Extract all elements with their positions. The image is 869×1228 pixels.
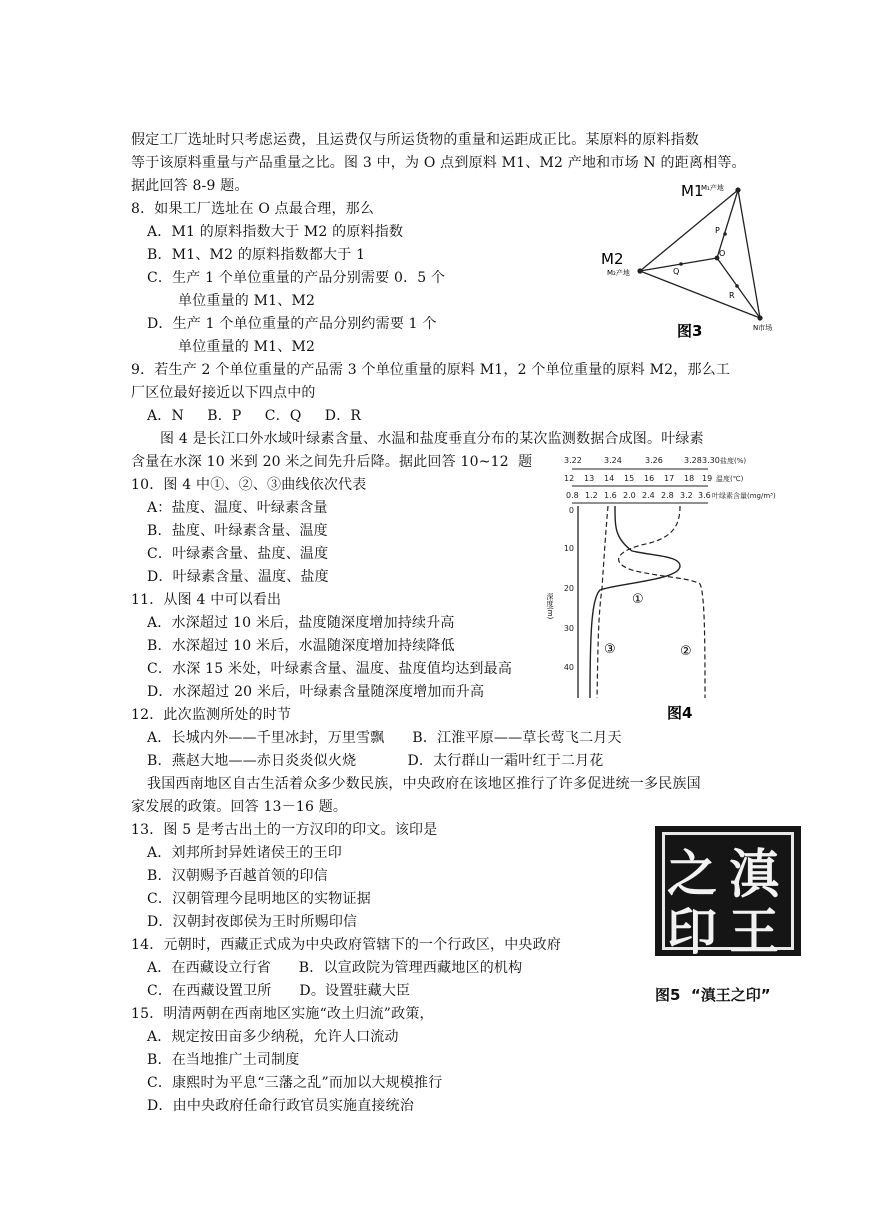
fig3-m2-sub: M₂产地 [607, 269, 630, 277]
curve-1-label: ① [632, 592, 644, 607]
fig3-m2-label: M2 [601, 250, 624, 268]
figure-3-diagram [595, 178, 795, 343]
q14-options-ab: A．在西藏设立行省 B．以宣政院为管理西藏地区的机构 [147, 960, 523, 976]
q8-option-c-cont: 单位重量的 M1、M2 [178, 293, 316, 309]
m1-point [735, 187, 740, 192]
depth-tick-20: 20 [563, 584, 574, 593]
fig3-n-label: N市场 [753, 324, 773, 332]
q13-stem: 13．图 5 是考古出土的一方汉印的印文。该印是 [131, 822, 438, 838]
fig4-caption: 图4 [667, 704, 693, 722]
intro-8-9-line1: 假定工厂选址时只考虑运费，且运费仅与所运货物的重量和运距成正比。某原料的原料指数 [131, 132, 699, 148]
intro-10-12-line1: 图 4 是长江口外水域叶绿素含量、水温和盐度垂直分布的某次监测数据合成图。叶绿素 [160, 431, 704, 447]
m2-point [637, 268, 642, 273]
q15-stem: 15．明清两朝在西南地区实施“改土归流”政策， [131, 1006, 434, 1022]
q8-option-d: D．生产 1 个单位重量的产品分别约需要 1 个 [147, 316, 437, 332]
seal-glyph-wang: 王 [729, 903, 779, 961]
q11-option-c: C．水深 15 米处，叶绿素含量、温度、盐度值均达到最高 [147, 661, 513, 677]
seal-glyph-dian: 滇 [729, 843, 779, 905]
q11-option-a: A．水深超过 10 米后，盐度随深度增加持续升高 [147, 615, 455, 631]
salinity-tick-3: 3.26 [645, 456, 663, 465]
curve-2-label: ② [680, 644, 692, 659]
q13-option-b: B．汉朝赐予百越首领的印信 [147, 868, 328, 884]
temp-label: 温度(℃) [716, 475, 744, 483]
q15-option-b: B．在当地推广土司制度 [147, 1052, 300, 1068]
salinity-label: 盐度(%) [720, 457, 747, 465]
depth-tick-10: 10 [563, 544, 574, 553]
fig5-caption: 图5 “滇王之印” [655, 986, 771, 1004]
q11-option-d: D．水深超过 20 米后，叶绿素含量随深度增加而升高 [147, 684, 485, 700]
curve-3-line [597, 506, 608, 698]
q8-option-c: C．生产 1 个单位重量的产品分别需要 0．5 个 [147, 270, 446, 286]
seal-glyph-yin: 印 [667, 903, 717, 961]
q12-options-cd: B．燕赵大地——赤日炎炎似火烧 D．太行群山一霜叶红于二月花 [147, 753, 604, 769]
q8-stem: 8．如果工厂选址在 O 点最合理，那么 [131, 201, 375, 217]
chl-tick-5: 2.4 [642, 491, 655, 500]
chl-tick-4: 2.0 [623, 491, 636, 500]
han-seal-image [655, 826, 801, 961]
chl-tick-2: 1.2 [585, 491, 598, 500]
q10-option-d: D．叶绿素含量、温度、盐度 [147, 569, 329, 585]
chl-tick-8: 3.6 [698, 491, 711, 500]
figure-4-chart [540, 448, 776, 728]
q10-stem: 10．图 4 中①、②、③曲线依次代表 [131, 477, 367, 493]
salinity-tick-1: 3.22 [564, 456, 582, 465]
temp-tick-15: 15 [624, 474, 635, 483]
fig3-r-label: R [729, 291, 735, 300]
p-point [723, 232, 727, 236]
salinity-tick-5: 3.30 [702, 456, 720, 465]
temp-tick-19: 19 [702, 474, 713, 483]
chl-tick-7: 3.2 [680, 491, 693, 500]
depth-tick-40: 40 [563, 663, 574, 672]
depth-tick-30: 30 [563, 624, 574, 633]
q-point [679, 262, 683, 266]
intro-8-9-line3: 据此回答 8-9 题。 [131, 178, 249, 194]
fig3-caption: 图3 [677, 322, 703, 340]
q9-stem: 9．若生产 2 个单位重量的产品需 3 个单位重量的原料 M1，2 个单位重量的原料 M2，那么工 [131, 362, 731, 378]
temp-tick-16: 16 [644, 474, 655, 483]
q13-option-d: D．汉朝封夜郎侯为王时所赐印信 [147, 914, 358, 930]
q13-option-a: A．刘邦所封异姓诸侯王的王印 [147, 845, 342, 861]
n-point [757, 315, 762, 320]
q15-option-d: D．由中央政府任命行政官员实施直接统治 [147, 1098, 415, 1114]
q9-options: A．N B．P C．Q D．R [147, 408, 362, 424]
q10-option-b: B．盐度、叶绿素含量、温度 [147, 523, 328, 539]
temp-tick-17: 17 [664, 474, 675, 483]
intro-13-16-line2: 家发展的政策。回答 13－16 题。 [131, 799, 348, 815]
q13-option-c: C．汉朝管理今昆明地区的实物证据 [147, 891, 371, 907]
fig3-m1-label: M1 [681, 182, 704, 200]
fig3-q-label: Q [673, 267, 680, 276]
seal-glyph-zhi: 之 [667, 845, 717, 903]
q12-stem: 12．此次监测所处的时节 [131, 707, 292, 723]
chl-tick-6: 2.8 [661, 491, 674, 500]
curve-3-label: ③ [604, 642, 616, 657]
q8-option-d-cont: 单位重量的 M1、M2 [178, 339, 316, 355]
depth-label: 深度(m) [546, 593, 554, 620]
chl-label: 叶绿素含量(mg/m³) [712, 492, 776, 500]
fig3-p-label: P [715, 226, 720, 235]
q10-option-c: C．叶绿素含量、盐度、温度 [147, 546, 329, 562]
q11-option-b: B．水深超过 10 米后，水温随深度增加持续降低 [147, 638, 455, 654]
q15-option-c: C．康熙时为平息“三藩之乱”而加以大规模推行 [147, 1075, 443, 1091]
fig3-m1-sub: M₁产地 [701, 184, 724, 192]
depth-tick-0: 0 [568, 506, 574, 515]
q8-option-a: A．M1 的原料指数大于 M2 的原料指数 [147, 224, 404, 240]
q12-options-ab: A．长城内外——千里冰封，万里雪飘 B．江淮平原——草长莺飞二月天 [147, 730, 622, 746]
q11-stem: 11．从图 4 中可以看出 [131, 592, 282, 608]
temp-tick-14: 14 [604, 474, 615, 483]
q10-option-a: A：盐度、温度、叶绿素含量 [147, 500, 328, 516]
temp-tick-12: 12 [564, 474, 575, 483]
salinity-tick-4: 3.28 [684, 456, 702, 465]
intro-8-9-line2: 等于该原料重量与产品重量之比。图 3 中，为 O 点到原料 M1、M2 产地和市场 N 的距离相等。 [131, 155, 746, 171]
salinity-tick-2: 3.24 [604, 456, 622, 465]
q8-option-b: B．M1、M2 的原料指数都大于 1 [147, 247, 366, 263]
r-point [735, 284, 739, 288]
q9-stem-cont: 厂区位最好接近以下四点中的 [131, 385, 316, 401]
q14-stem: 14．元朝时，西藏正式成为中央政府管辖下的一个行政区，中央政府 [131, 937, 562, 953]
q14-options-cd: C．在西藏设置卫所 D。设置驻藏大臣 [147, 983, 411, 999]
q15-option-a: A．规定按田亩多少纳税，允许人口流动 [147, 1029, 399, 1045]
chl-tick-3: 1.6 [604, 491, 617, 500]
temp-tick-13: 13 [584, 474, 595, 483]
fig3-o-label: O [719, 249, 726, 258]
temp-tick-18: 18 [684, 474, 695, 483]
intro-10-12-line2: 含量在水深 10 米到 20 米之间先升后降。据此回答 10~12 题 [131, 454, 533, 470]
intro-13-16-line1: 我国西南地区自古生活着众多少数民族，中央政府在该地区推行了许多促进统一多民族国 [147, 776, 701, 792]
chl-tick-1: 0.8 [566, 491, 579, 500]
